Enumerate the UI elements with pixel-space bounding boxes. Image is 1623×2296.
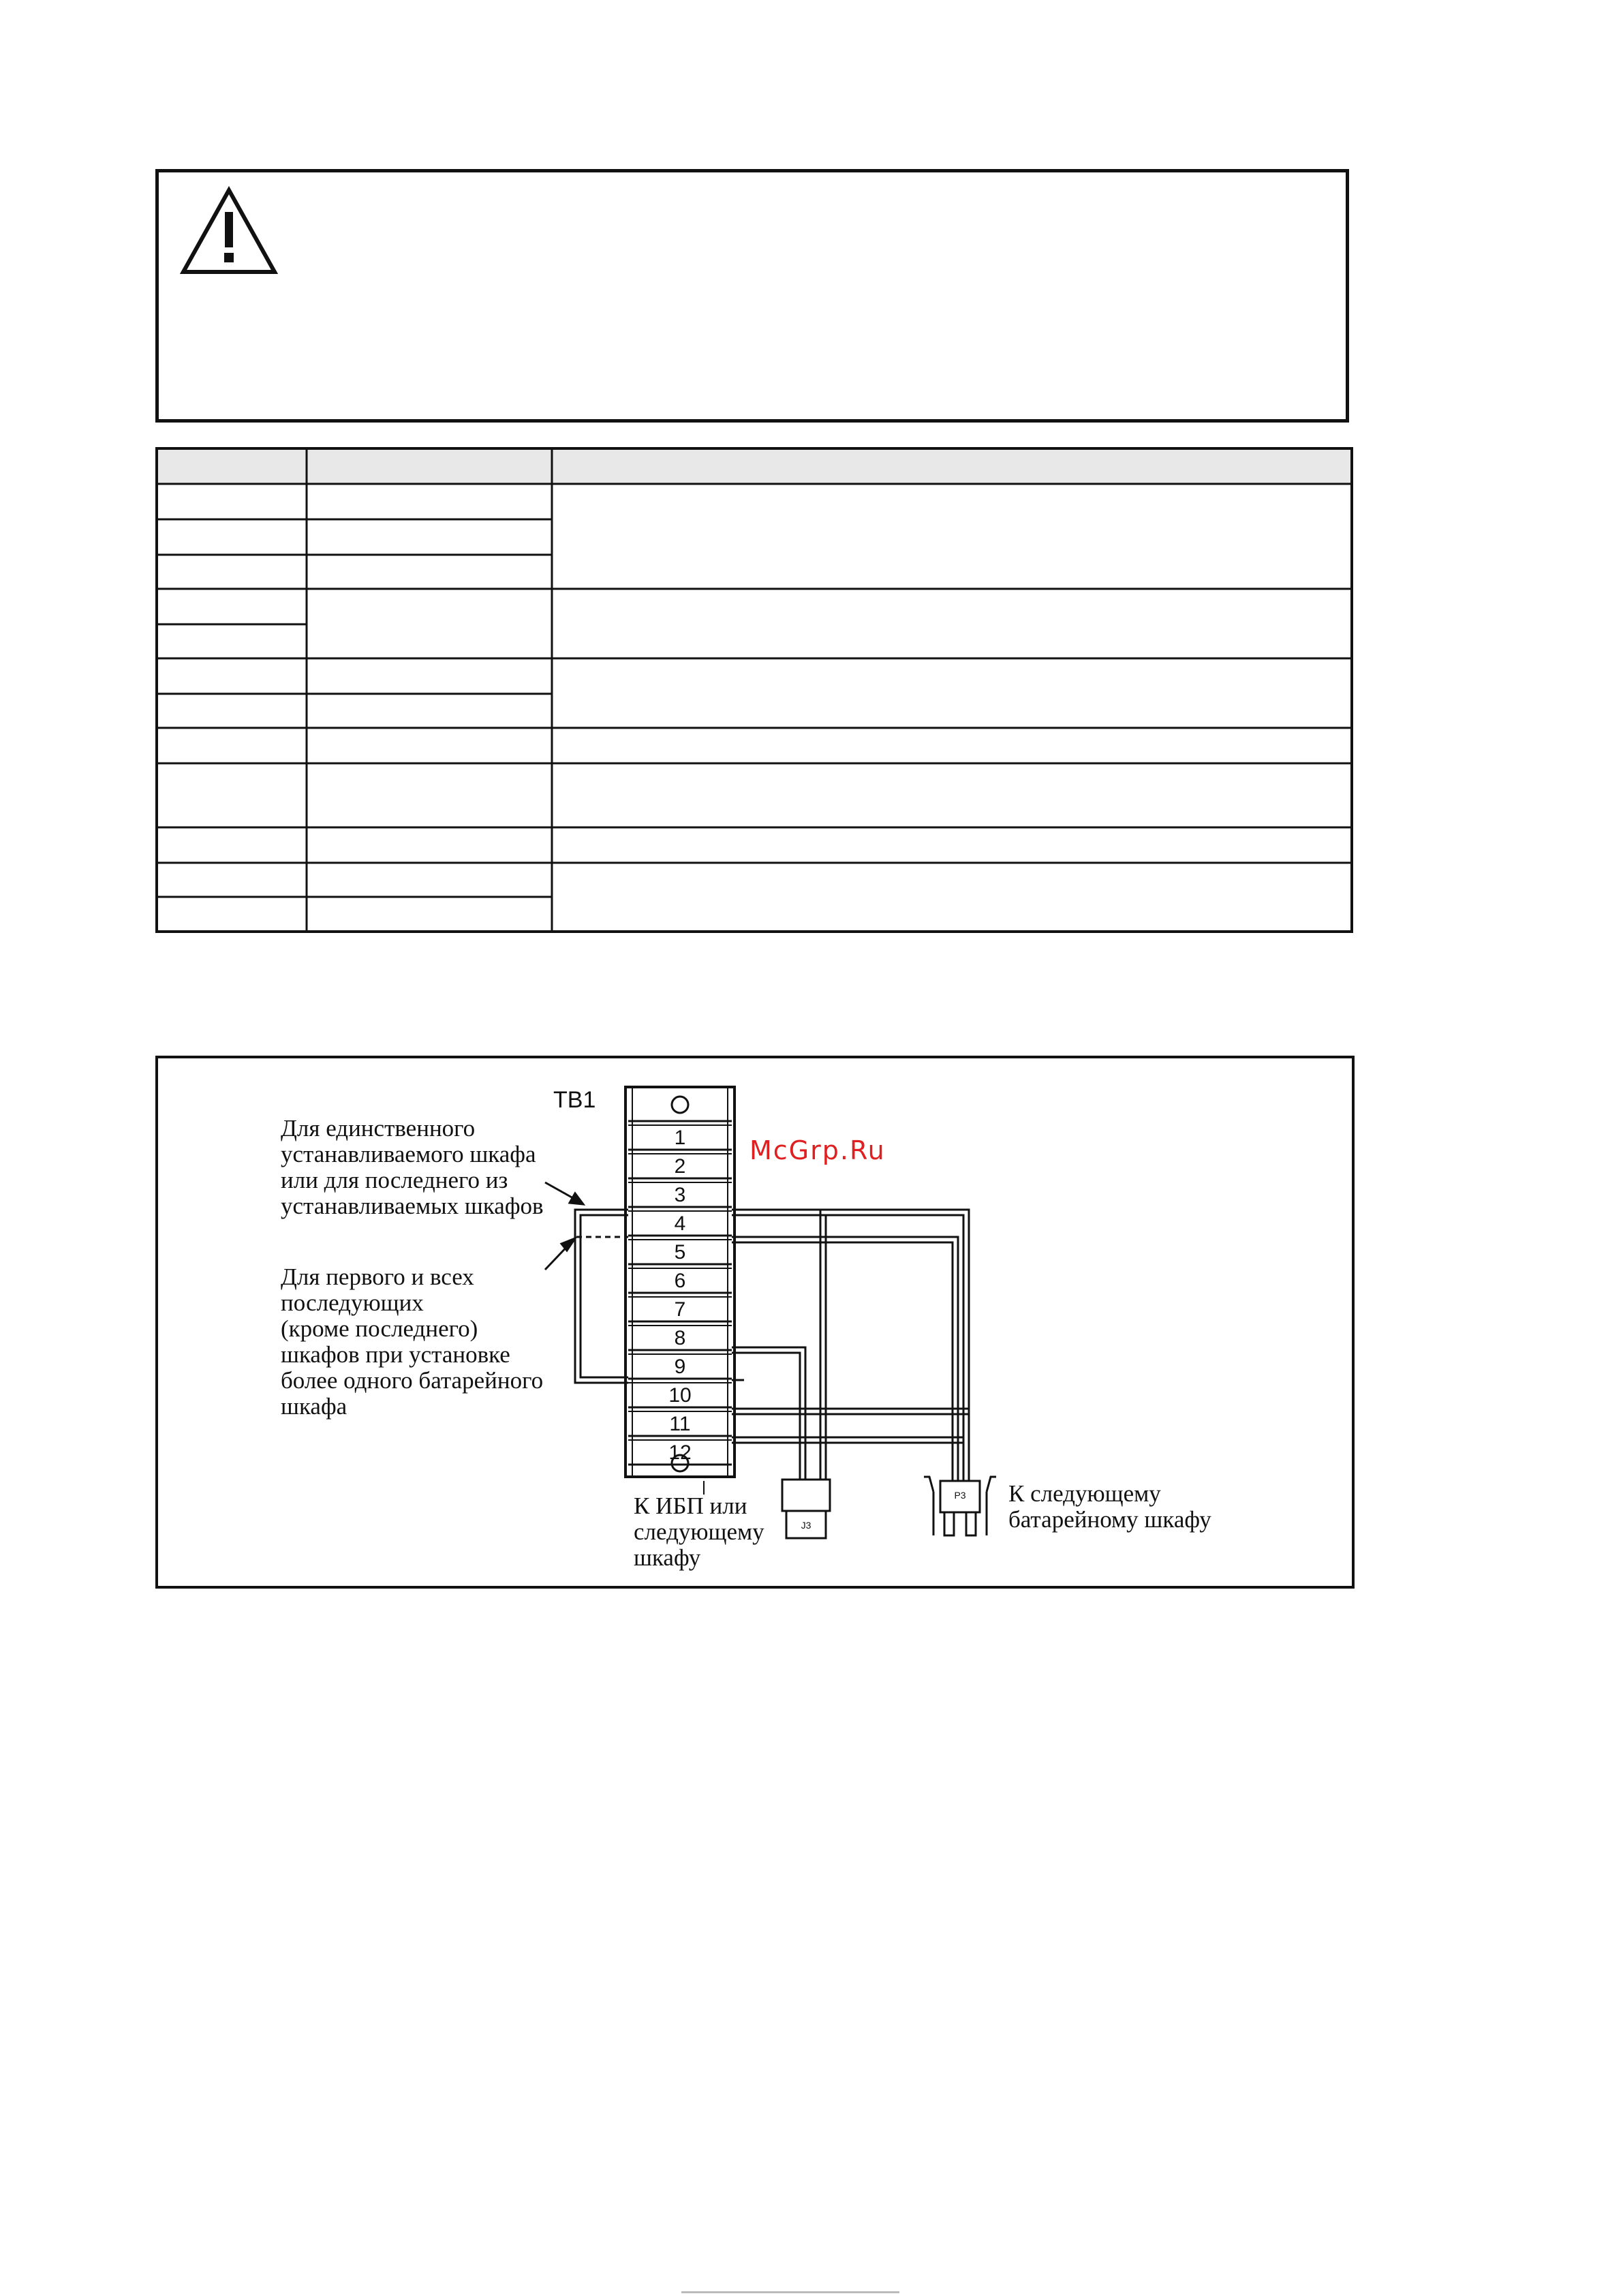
terminal-number: 3 xyxy=(674,1184,686,1206)
label-single-line-4: устанавливаемых шкафов xyxy=(281,1193,544,1219)
connector-p3-label: P3 xyxy=(954,1490,966,1501)
terminal-number: 10 xyxy=(668,1384,692,1407)
label-single-line-1: Для единственного xyxy=(281,1115,476,1142)
label-first-line-2: последующих xyxy=(281,1289,424,1316)
label-ups-line-1: К ИБП или xyxy=(634,1493,747,1519)
label-ups-line-2: следующему xyxy=(634,1518,764,1545)
spec-table-grid xyxy=(155,447,1353,933)
label-next-line-1: К следующему xyxy=(1008,1480,1161,1507)
label-to-next-cabinet xyxy=(1008,1480,1211,1533)
label-first-line-6: шкафа xyxy=(281,1393,347,1420)
tb1-label: TB1 xyxy=(553,1087,596,1113)
label-to-ups xyxy=(634,1481,764,1571)
wiring-diagram-svg xyxy=(158,1058,1352,1586)
right-wires xyxy=(732,1210,969,1481)
watermark: McGrp.Ru xyxy=(749,1135,886,1165)
label-single-line-3: или для последнего из xyxy=(281,1167,508,1193)
connector-j3 xyxy=(782,1480,830,1538)
label-single-cabinet xyxy=(281,1115,544,1219)
terminal-number: 8 xyxy=(674,1327,686,1349)
label-first-cabinets xyxy=(281,1264,543,1420)
label-first-line-1: Для первого и всех xyxy=(281,1264,474,1290)
label-first-line-5: более одного батарейного xyxy=(281,1367,544,1394)
terminal-number: 12 xyxy=(668,1441,692,1464)
terminal-number: 2 xyxy=(674,1155,686,1178)
connector-p3 xyxy=(924,1477,996,1535)
label-first-line-3: (кроме последнего) xyxy=(281,1315,478,1342)
warning-box xyxy=(155,169,1349,423)
jumper-wires xyxy=(575,1210,628,1383)
spec-table xyxy=(155,447,1353,933)
label-single-line-2: устанавливаемого шкафа xyxy=(281,1141,536,1167)
terminal-number: 9 xyxy=(674,1356,686,1378)
terminal-block xyxy=(625,1087,735,1477)
terminal-number: 5 xyxy=(674,1241,686,1264)
terminal-number: 6 xyxy=(674,1270,686,1292)
footer-rule xyxy=(681,2291,899,2293)
connector-j3-label: J3 xyxy=(801,1520,812,1531)
label-ups-line-3: шкафу xyxy=(634,1544,701,1571)
terminal-number: 1 xyxy=(674,1127,686,1149)
terminal-number: 7 xyxy=(674,1298,686,1321)
terminal-number: 4 xyxy=(674,1212,686,1235)
label-first-line-4: шкафов при установке xyxy=(281,1341,510,1368)
wiring-diagram xyxy=(155,1056,1355,1589)
label-next-line-2: батарейному шкафу xyxy=(1008,1506,1211,1533)
warning-triangle-icon xyxy=(178,185,280,280)
terminal-number: 11 xyxy=(669,1413,691,1435)
pointer-arrows xyxy=(545,1182,583,1270)
